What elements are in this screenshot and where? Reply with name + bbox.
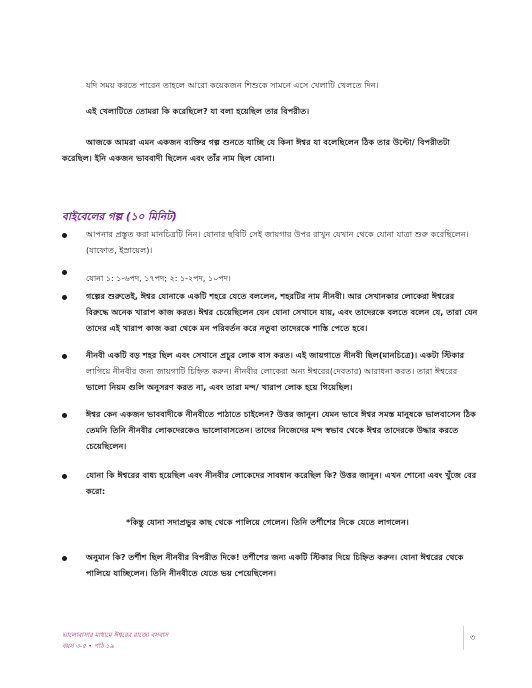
obedience-paragraph-line-1: যোনা কি ঈশ্বরের বাধ্য হয়েছিল এবং নীনবীর লোকেদের সাবধান করেছিল কি? উত্তর জানুন। এখন শোনো এবং খুঁজে বের (86, 470, 477, 480)
page-number: ৩ (470, 633, 476, 642)
city-paragraph-line-2: লাগিয়ে নীনবীর জন্য জায়গাটি চিহ্নিত করুন। নীনবীর লোকেরা অন্য ঈশ্বরের(দেবতার) আরাধনা করত। তারা ঈশ্বরের (86, 366, 458, 376)
tarshish-paragraph-line-2: পালিয়ে যাচ্ছিলেন। তিনি নীনবীতে যেতে ভয় পেয়েছিলেন। (86, 568, 277, 578)
scripture-quote: *কিন্তু যোনা সদাপ্রভুর কাছ থেকে পালিয়ে গেলেন। তিনি তর্শীশের দিকে যেতে লাগলেন। (126, 517, 409, 527)
bullet-icon (62, 474, 67, 479)
nineveh-paragraph-line-1: গল্পের শুরুতেই, ঈশ্বর যোনাকে একটি শহরে যেতে বললেন, শহরটির নাম নীনবী। আর সেখানকার লোকেরা ঈশ্বরের (86, 291, 455, 301)
footer-divider (463, 626, 464, 650)
section-heading-bible-story: বাইবেলের গল্প (১০ মিনিট) (62, 211, 177, 223)
bullet-icon (62, 556, 67, 561)
bullet-icon (62, 413, 67, 418)
bullet-icon (62, 295, 67, 300)
bullet-icon (62, 270, 67, 275)
love-paragraph-line-2: তেমনি তিনি নীনবীর লোকদেরকেও ভালোবাসতেন। তাদের নিজেদের মন্দ স্বভাব থেকে ঈশ্বর তাদেরকে উদ্ধার করতে (86, 425, 459, 435)
love-paragraph-line-3: চেয়েছিলেন। (86, 441, 127, 451)
scripture-reference: যোনা ১: ১-৬পদ, ১৭পদ; ২: ১-২পদ, ১০পদ। (86, 274, 231, 283)
nineveh-paragraph-line-2: বিরুদ্ধে অনেক খারাপ কাজ করত। ঈশ্বর চেয়েছিলেন যেন যোনা সেখানে যায়, এবং তাদেরকে বলতে বলেন যে, তারা যেন (86, 307, 478, 317)
love-paragraph-line-1: ঈশ্বর কেন একজন ভাববাদীকে নীনবীতে পাঠাতে চাইলেন? উত্তর জানুন। যেমন ভাবে ঈশ্বর সমস্ত মানুষকে ভালবাসেন ঠিক (86, 409, 476, 419)
city-paragraph-line-3: ভালো নিয়ম গুলি অনুসরণ করত না, এবং তারা মন্দ/ খারাপ লোক হয়ে গিয়েছিল। (86, 382, 353, 392)
city-paragraph-line-1: নীনবী একটি বড় শহর ছিল এবং সেখানে প্রচুর লোক বাস করত। এই জায়গাতে নীনবী ছিল(মানচিত্রে)। একটা স্টিকার (86, 350, 465, 360)
question-paragraph: এই খেলাটিতে তোমরা কি করেছিলে? যা বলা হয়েছিল তার বিপরীত। (86, 106, 310, 116)
map-instruction-line-2: (যাফোত, ইস্রায়েল)। (86, 245, 153, 255)
intro-paragraph: যদি সময় করতে পারেন তাহলে আরো কয়েকজন শিশুকে সামনে এসে খেলাটি খেলতে দিন। (86, 80, 379, 90)
nineveh-paragraph-line-3: তাদের এই খারাপ কাজ করা থেকে মন পরিবর্তন করে নতুবা তাদেরকে শাস্তি পেতে হবে। (86, 323, 368, 333)
story-intro-line-2: করেছিল। ইনি একজন ভাববাদী ছিলেন এবং তাঁর নাম ছিল যোনা। (62, 153, 275, 163)
footer-subtitle: বয়স ৩-৫ • পাঠ ১৯ (62, 642, 114, 650)
footer-title: ভালোবাসার মাধ্যমে ঈশ্বরের রাজ্যে বসবাস (62, 631, 169, 639)
bullet-icon (62, 233, 67, 238)
tarshish-paragraph-line-1: অনুমান কি? তর্শীশ ছিল নীনবীর বিপরীত দিকে! তর্শীশের জন্য একটি স্টিকার দিয়ে চিহ্নিত করুন। যোনা ঈশ্বরের থেকে (86, 552, 464, 562)
obedience-paragraph-line-2: করো: (86, 486, 106, 496)
story-intro-line-1: আজকে আমরা এমন একজন ব্যক্তির গল্প শুনতে যাচ্ছি যে কিনা ঈশ্বর যা বলেছিলেন ঠিক তার উল্টো/ বিপরীতটা (86, 137, 450, 147)
map-instruction-line-1: আপনার প্রস্তুত করা মানচিত্রটি নিন। যোনার ছবিটি সেই জায়গার উপর রাখুন যেখান থেকে যোনা যাত্রা শুরু করেছিলেন। (86, 229, 469, 239)
bullet-icon (62, 354, 67, 359)
